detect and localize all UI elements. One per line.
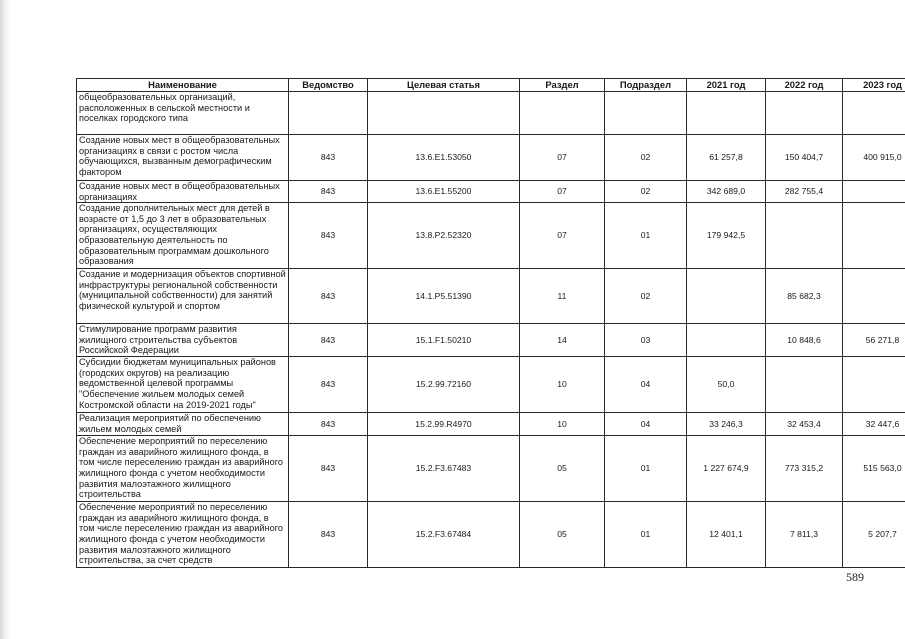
cell-department: 843 bbox=[289, 269, 368, 324]
cell-2022: 7 811,3 bbox=[766, 502, 843, 568]
cell-2023: 515 563,0 bbox=[843, 436, 905, 502]
cell-department: 843 bbox=[289, 135, 368, 181]
cell-2022 bbox=[766, 357, 843, 413]
cell-name: Создание дополнительных мест для детей в возрасте от 1,5 до 3 лет в образовательных организациях, осуществляющих образовательную деятельность по образовательным программам дошкольного образования bbox=[77, 203, 289, 269]
table-row bbox=[77, 502, 905, 568]
cell-section: 07 bbox=[520, 203, 605, 269]
cell-2021: 61 257,8 bbox=[687, 135, 766, 181]
table-header-row bbox=[77, 79, 905, 92]
cell-subsection: 02 bbox=[605, 135, 687, 181]
cell-2022: 282 755,4 bbox=[766, 181, 843, 203]
cell-target-article: 13.6.E1.53050 bbox=[368, 135, 520, 181]
table-row bbox=[77, 436, 905, 502]
cell-department: 843 bbox=[289, 502, 368, 568]
budget-table bbox=[76, 78, 905, 568]
cell-target-article: 14.1.P5.51390 bbox=[368, 269, 520, 324]
cell-department: 843 bbox=[289, 357, 368, 413]
cell-2023: 32 447,6 bbox=[843, 413, 905, 436]
cell-2021 bbox=[687, 269, 766, 324]
cell-target-article: 15.2.99.72160 bbox=[368, 357, 520, 413]
cell-2021: 50,0 bbox=[687, 357, 766, 413]
cell-2023 bbox=[843, 181, 905, 203]
cell-department: 843 bbox=[289, 203, 368, 269]
cell-target-article: 13.8.P2.52320 bbox=[368, 203, 520, 269]
header-target-article: Целевая статья bbox=[368, 79, 520, 92]
cell-name: общеобразовательных организаций, расположенных в сельской местности и поселках городского типа bbox=[77, 92, 289, 135]
cell-2023 bbox=[843, 269, 905, 324]
cell-2021: 1 227 674,9 bbox=[687, 436, 766, 502]
cell-2023: 5 207,7 bbox=[843, 502, 905, 568]
cell-name: Создание новых мест в общеобразовательных организациях bbox=[77, 181, 289, 203]
table-row bbox=[77, 181, 905, 203]
document-page bbox=[14, 0, 905, 639]
cell-subsection: 03 bbox=[605, 324, 687, 357]
table-row bbox=[77, 92, 905, 135]
cell-2023 bbox=[843, 92, 905, 135]
cell-section: 11 bbox=[520, 269, 605, 324]
cell-name: Стимулирование программ развития жилищного строительства субъектов Российской Федерации bbox=[77, 324, 289, 357]
header-subsection: Подраздел bbox=[605, 79, 687, 92]
page-shadow-edge bbox=[0, 0, 10, 639]
cell-section bbox=[520, 92, 605, 135]
cell-section: 05 bbox=[520, 436, 605, 502]
cell-2021: 12 401,1 bbox=[687, 502, 766, 568]
table-row bbox=[77, 413, 905, 436]
cell-subsection: 04 bbox=[605, 413, 687, 436]
cell-2022 bbox=[766, 203, 843, 269]
page-number: 589 bbox=[846, 570, 864, 584]
cell-2023 bbox=[843, 357, 905, 413]
cell-name: Обеспечение мероприятий по переселению граждан из аварийного жилищного фонда, в том числе переселению граждан из аварийного жилищного фонда с учетом необходимости развития малоэтажного жилищного строительства, за счет средств bbox=[77, 502, 289, 568]
header-name: Наименование bbox=[77, 79, 289, 92]
header-year-2023: 2023 год bbox=[843, 79, 905, 92]
table-row bbox=[77, 269, 905, 324]
cell-section: 07 bbox=[520, 135, 605, 181]
cell-2021: 179 942,5 bbox=[687, 203, 766, 269]
cell-name: Создание и модернизация объектов спортивной инфраструктуры региональной собственности (муниципальной собственности) для занятий физической культурой и спортом bbox=[77, 269, 289, 324]
cell-target-article: 15.2.F3.67484 bbox=[368, 502, 520, 568]
header-section: Раздел bbox=[520, 79, 605, 92]
cell-section: 10 bbox=[520, 413, 605, 436]
header-year-2021: 2021 год bbox=[687, 79, 766, 92]
cell-department: 843 bbox=[289, 436, 368, 502]
cell-subsection: 04 bbox=[605, 357, 687, 413]
cell-2022: 150 404,7 bbox=[766, 135, 843, 181]
cell-2022 bbox=[766, 92, 843, 135]
cell-target-article: 15.2.F3.67483 bbox=[368, 436, 520, 502]
cell-2021 bbox=[687, 324, 766, 357]
cell-name: Субсидии бюджетам муниципальных районов (городских округов) на реализацию ведомственной целевой программы "Обеспечение жильем молодых семей Костромской области на 2019-2021 годы" bbox=[77, 357, 289, 413]
cell-2021: 342 689,0 bbox=[687, 181, 766, 203]
table-row bbox=[77, 357, 905, 413]
cell-subsection: 02 bbox=[605, 269, 687, 324]
table-row bbox=[77, 203, 905, 269]
cell-section: 14 bbox=[520, 324, 605, 357]
cell-target-article: 15.1.F1.50210 bbox=[368, 324, 520, 357]
cell-department bbox=[289, 92, 368, 135]
cell-target-article bbox=[368, 92, 520, 135]
cell-2023: 56 271,8 bbox=[843, 324, 905, 357]
cell-2023: 400 915,0 bbox=[843, 135, 905, 181]
cell-target-article: 15.2.99.R4970 bbox=[368, 413, 520, 436]
cell-2022: 85 682,3 bbox=[766, 269, 843, 324]
cell-subsection bbox=[605, 92, 687, 135]
cell-name: Создание новых мест в общеобразовательных организациях в связи с ростом числа обучающихся, вызванным демографическим фактором bbox=[77, 135, 289, 181]
header-department: Ведомство bbox=[289, 79, 368, 92]
cell-2022: 10 848,6 bbox=[766, 324, 843, 357]
cell-subsection: 01 bbox=[605, 436, 687, 502]
cell-2022: 32 453,4 bbox=[766, 413, 843, 436]
cell-subsection: 01 bbox=[605, 502, 687, 568]
cell-section: 07 bbox=[520, 181, 605, 203]
cell-department: 843 bbox=[289, 413, 368, 436]
cell-target-article: 13.6.E1.55200 bbox=[368, 181, 520, 203]
table-row bbox=[77, 324, 905, 357]
cell-2023 bbox=[843, 203, 905, 269]
cell-name: Обеспечение мероприятий по переселению граждан из аварийного жилищного фонда, в том числе переселению граждан из аварийного жилищного фонда с учетом необходимости развития малоэтажного жилищного строительства bbox=[77, 436, 289, 502]
cell-subsection: 02 bbox=[605, 181, 687, 203]
table-row bbox=[77, 135, 905, 181]
cell-section: 05 bbox=[520, 502, 605, 568]
cell-department: 843 bbox=[289, 324, 368, 357]
cell-name: Реализация мероприятий по обеспечению жильем молодых семей bbox=[77, 413, 289, 436]
cell-department: 843 bbox=[289, 181, 368, 203]
cell-2021: 33 246,3 bbox=[687, 413, 766, 436]
cell-subsection: 01 bbox=[605, 203, 687, 269]
cell-section: 10 bbox=[520, 357, 605, 413]
header-year-2022: 2022 год bbox=[766, 79, 843, 92]
cell-2021 bbox=[687, 92, 766, 135]
cell-2022: 773 315,2 bbox=[766, 436, 843, 502]
